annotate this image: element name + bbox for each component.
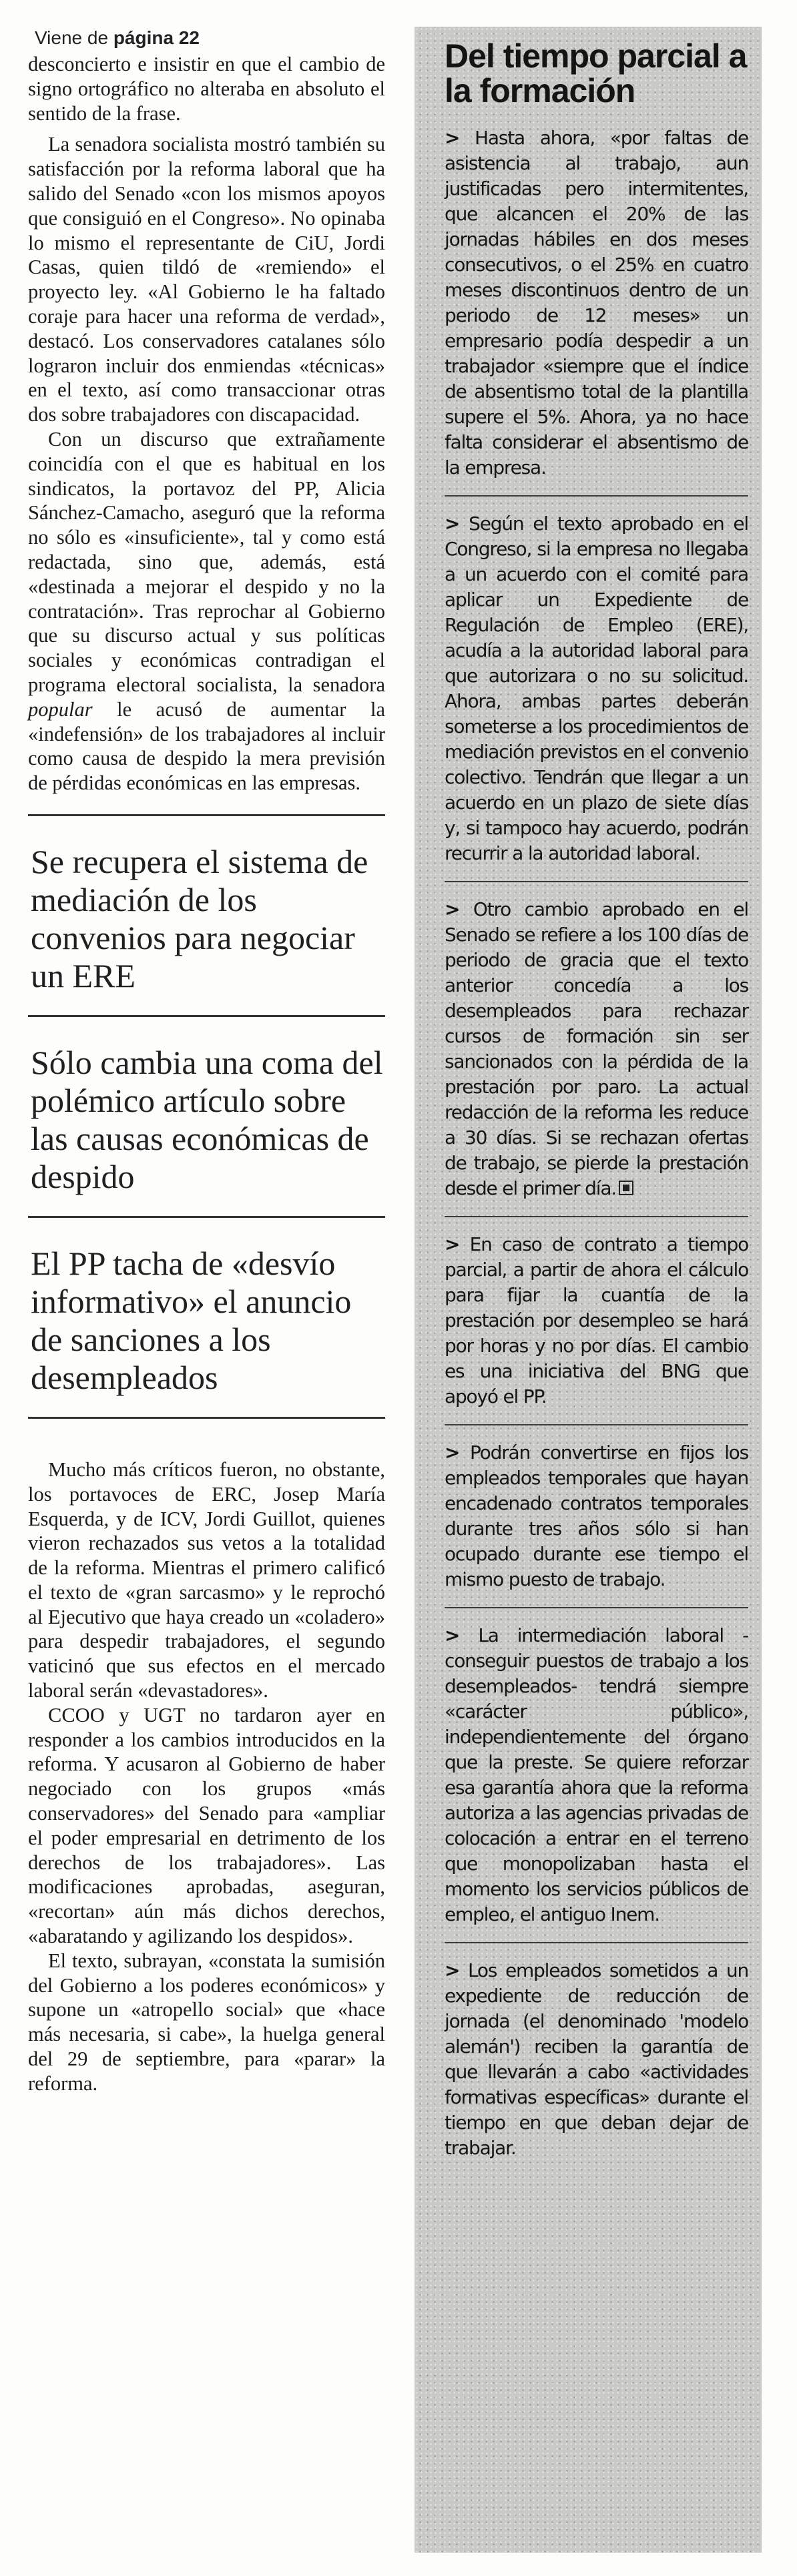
sidebar-box — [415, 27, 762, 2553]
article-paragraph: Mucho más críticos fueron, no obstante, los portavoces de ERC, Josep María Esquerda, y de ICV, Jordi Guillot, quienes vieron rechazados sus vetos a la totalidad de la reforma. Mientras el primero calificó el texto de «gran sarcasmo» y le reprochó al Ejecutivo que haya creado un «coladero» para despedir trabajadores, el segundo vaticinó que sus efectos en el mercado laboral serán «devastadores». — [28, 1458, 385, 1702]
article-paragraph: Con un discurso que extrañamente coincidía con el que es habitual en los sindicatos, la portavoz del PP, Alicia Sánchez-Camacho, aseguró que la reforma no sólo es «insuficiente», tal y como está redactada, sino que, además, está «destinada a mejorar el despido y no la contratación». Tras reprochar al Gobierno que su discurso actual y sus políticas sociales y económicas contradigan el programa electoral socialista, la senadora popular le acusó de aumentar la «indefensión» de los trabajadores al incluir como causa de despido la mera previsión de pérdidas económicas en las empresas. — [28, 427, 385, 795]
arrow-bullet-icon: > — [445, 513, 460, 535]
divider — [28, 1015, 385, 1017]
arrow-bullet-icon: > — [445, 1441, 460, 1464]
pull-quote: Sólo cambia una coma del polémico artículo sobre las causas económicas de despido — [31, 1043, 383, 1195]
sidebar-item: > En caso de contrato a tiempo parcial, a partir de ahora el cálculo para fijar la cuantía de la prestación por desempleo se hará por horas y no por días. El cambio es una iniciativa del BNG que apoyó el PP. — [445, 1233, 749, 1407]
article-paragraph: La senadora socialista mostró también su satisfacción por la reforma laboral que ha salido del Senado «con los mismos apoyos que consiguió en el Congreso». No opinaba lo mismo el representante de CiU, Jordi Casas, quien tildó de «remiendo» el proyecto ley. «Al Gobierno le ha faltado coraje para hacer una reforma de verdad», destacó. Los conservadores catalanes sólo lograron incluir dos enmiendas «técnicas» en el texto, así como transaccionar otras dos sobre trabajadores con discapacidad. — [28, 133, 385, 426]
article-paragraph: CCOO y UGT no tardaron ayer en responder a los cambios introducidos en la reforma. Y acusaron al Gobierno de haber negociado con los grupos «más conservadores» del Senado para «ampliar el poder empresarial en detrimento de los derechos de los trabajadores». Las modificaciones aprobadas, aseguran, «recortan» aún más dichos derechos, «abaratando y agilizando los despidos». — [28, 1703, 385, 1948]
sidebar-divider — [445, 495, 748, 497]
continued-from-kicker: Viene de página 22 — [35, 27, 200, 48]
sidebar-divider — [445, 1424, 748, 1425]
sidebar-divider — [445, 881, 748, 882]
sidebar-divider — [445, 1607, 748, 1608]
divider — [28, 1417, 385, 1419]
main-article-column — [28, 27, 385, 2096]
pull-quote: El PP tacha de «desvío informativo» el anuncio de sanciones a los desempleados — [31, 1244, 352, 1396]
sidebar-item: > Podrán convertirse en fijos los empleados temporales que hayan encadenado contratos temporales durante tres años sólo si han ocupado durante ese tiempo el mismo puesto de trabajo. — [445, 1441, 748, 1590]
arrow-bullet-icon: > — [445, 1233, 460, 1255]
arrow-bullet-icon: > — [445, 127, 460, 149]
sidebar-item: > Según el texto aprobado en el Congreso, si la empresa no llegaba a un acuerdo con el comité para aplicar un Expediente de Regulación de Empleo (ERE), acudía a la autoridad laboral para que autorizara o no su solicitud. Ahora, ambas partes deberán someterse a los procedimientos de mediación previstos en el convenio colectivo. Tendrán que llegar a un acuerdo en un plazo de siete días y, si tampoco hay acuerdo, podrán recurrir a la autoridad laboral. — [445, 513, 749, 864]
sidebar-item: > Hasta ahora, «por faltas de asistencia al trabajo, aun justificadas pero intermitentes, que alcancen el 20% de las jornadas hábiles en dos meses consecutivos, o el 25% en cuatro meses discontinuos dentro de un periodo de 12 meses» un empresario podía despedir a un trabajador «siempre que el índice de absentismo total de la plantilla supere el 5%. Ahora, ya no hace falta considerar el absentismo de la empresa. — [445, 127, 749, 478]
sidebar-item: > La intermediación laboral -conseguir puestos de trabajo a los desempleados- tendrá siempre «carácter público», independientemente del órgano que la preste. Se quiere reforzar esa garantía ahora que la reforma autoriza a las agencias privadas de colocación a entrar en el terreno que monopolizaban hasta el momento los servicios públicos de empleo, el antiguo Inem. — [445, 1624, 748, 1925]
divider — [28, 814, 385, 816]
pull-quote: Se recupera el sistema de mediación de los convenios para negociar un ERE — [31, 842, 368, 994]
article-paragraph: El texto, subrayan, «constata la sumisión del Gobierno a los poderes económicos» y supone un «atropello social» que «hace más necesaria, si cabe», la huelga general del 29 de septiembre, para «parar» la reforma. — [28, 1949, 385, 2095]
sidebar-title: Del tiempo parcial a la formación — [445, 37, 747, 109]
article-paragraph: desconcierto e insistir en que el cambio de signo ortográfico no alteraba en absoluto el sentido de la frase. — [28, 53, 385, 125]
sidebar-item: > Otro cambio aprobado en el Senado se refiere a los 100 días de periodo de gracia que el texto anterior concedía a los desempleados para rechazar cursos de formación sin ser sancionados con la pérdida de la prestación por paro. La actual redacción de la reforma les reduce a 30 días. Si se rechazan ofertas de trabajo, se pierde la prestación desde el primer día. — [445, 898, 748, 1199]
end-of-article-icon — [619, 1181, 633, 1195]
sidebar-divider — [445, 1216, 748, 1217]
sidebar-item: > Los empleados sometidos a un expediente de reducción de jornada (el denominado 'modelo alemán') reciben la garantía de que llevarán a cabo «actividades formativas específicas» durante el tiempo en que deban dejar de trabajar. — [445, 1959, 748, 2159]
divider — [28, 1216, 385, 1218]
arrow-bullet-icon: > — [445, 1624, 460, 1646]
arrow-bullet-icon: > — [445, 898, 460, 920]
arrow-bullet-icon: > — [445, 1959, 460, 1981]
sidebar-divider — [445, 1942, 748, 1943]
sidebar-content — [445, 39, 748, 2161]
